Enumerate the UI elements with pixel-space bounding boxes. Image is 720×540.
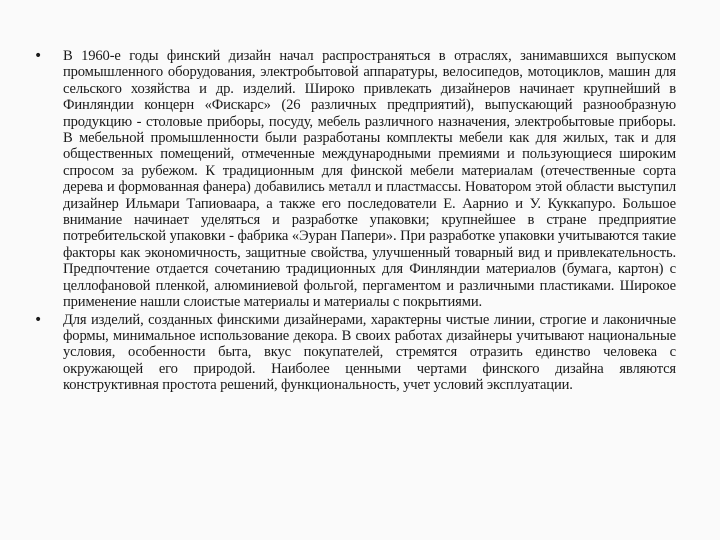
bullet-list [34, 48, 676, 394]
paragraph-finnish-design-1960s: В 1960-е годы финский дизайн начал распространяться в отраслях, занимавшихся выпуском промышленного оборудования, электробытовой аппаратуры, велосипедов, мотоциклов, машин для сельского хозяйства и др. изделий. Широко привлекать дизайнеров начинает крупнейший в Финляндии концерн «Фискарс» (26 различных предприятий), выпускающий разнообразную продукцию - столовые приборы, посуду, мебель различного назначения, электробытовые приборы. В мебельной промышленности были разработаны комплекты мебели как для жилых, так и для общественных помещений, отмеченные международными премиями и пользующиеся широким спросом за рубежом. К традиционным для финской мебели материалам (отечественные сорта дерева и формованная фанера) добавились металл и пластмассы. Новатором этой области выступил дизайнер Ильмари Тапиоваара, а также его последователи Е. Аарнио и У. Куккапуро. Большое внимание начинает уделяться и разработке упаковки; крупнейшее в стране предприятие потребительской упаковки - фабрика «Эуран Папери». При разработке упаковки учитываются такие факторы как экономичность, защитные свойства, улучшенный товарный вид и привлекательность. Предпочтение отдается сочетанию традиционных для Финляндии материалов (бумага, картон) с целлофановой пленкой, алюминиевой фольгой, пергаментом и различными пластиками. Широкое применение нашли слоистые материалы и материалы с покрытиями. [63, 48, 676, 311]
bullet-item-1960s [34, 48, 676, 311]
paragraph-finnish-design-characteristics: Для изделий, созданных финскими дизайнерами, характерны чистые линии, строгие и лаконичные формы, минимальное использование декора. В своих работах дизайнеры учитывают национальные условия, особенности быта, вкус покупателей, стремятся отразить единство человека с окружающей его природой. Наиболее ценными чертами финского дизайна являются конструктивная простота решений, функциональность, учет условий эксплуатации. [63, 311, 676, 394]
bullet-dot-icon: • [34, 48, 43, 64]
bullet-item-characteristics [34, 312, 676, 394]
bullet-dot-icon: • [34, 311, 43, 328]
